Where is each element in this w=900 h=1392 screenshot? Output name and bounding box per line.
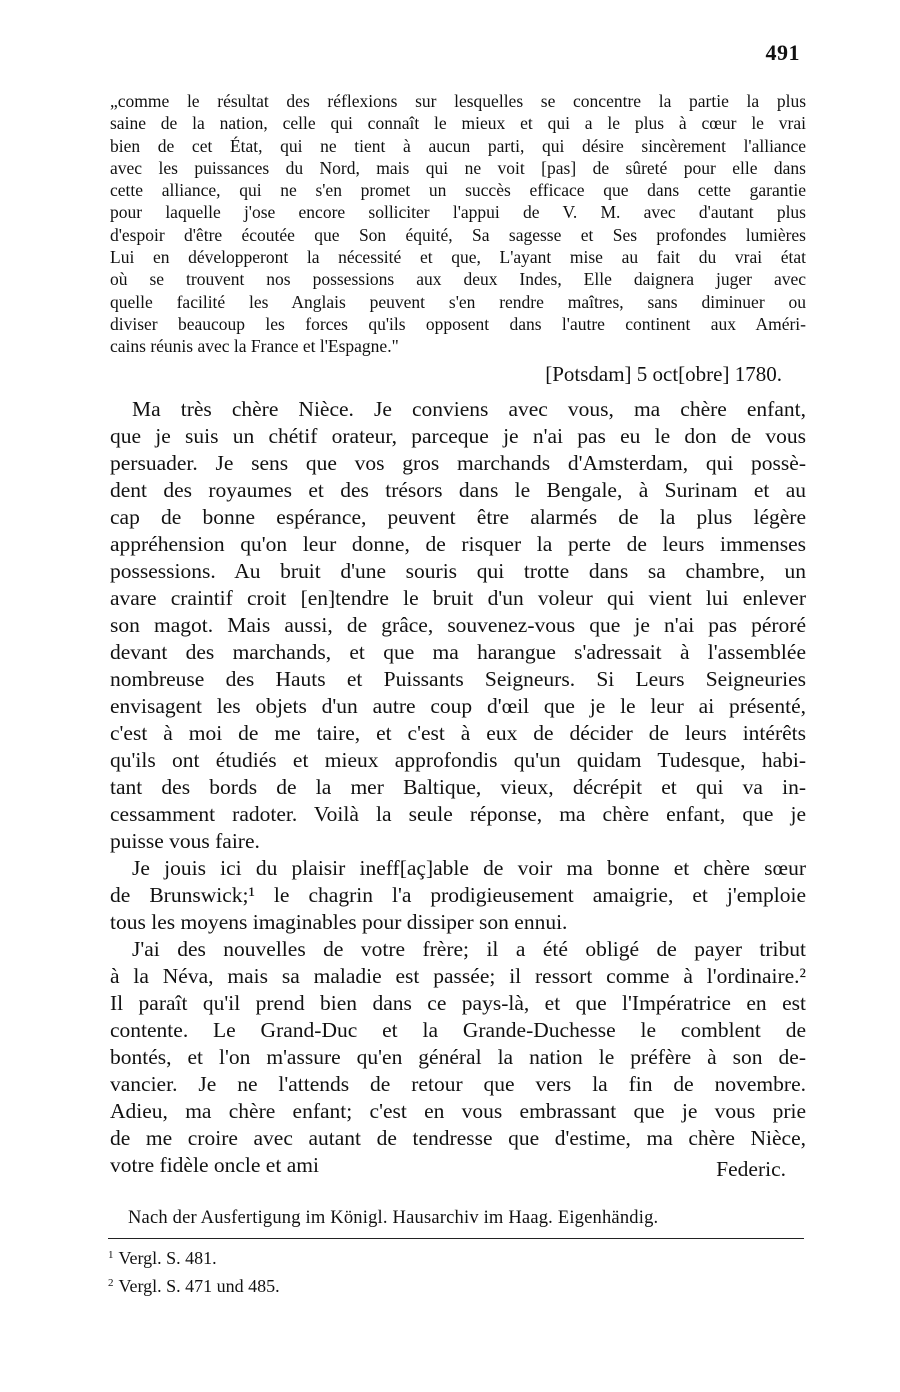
text-line: Il paraît qu'il prend bien dans ce pays-là, et que l'Impératrice en est — [110, 991, 806, 1015]
text-line: Je jouis ici du plaisir ineff[aç]able de voir ma bonne et chère sœur — [132, 856, 806, 880]
quote-line: où se trouvent nos possessions aux deux Indes, Elle daignera juger avec — [110, 269, 806, 290]
letter-paragraph — [110, 936, 806, 1179]
text-line: avare craintif croit [en]tendre le bruit d'un voleur qui vient lui enlever — [110, 586, 806, 610]
footnote-mark: 1 — [108, 1249, 114, 1261]
page-number: 491 — [765, 40, 800, 65]
footnotes — [108, 1243, 280, 1299]
text-line: devant des marchands, et que ma harangue s'adressait à l'assemblée — [110, 640, 806, 664]
text-line: de me croire avec autant de tendresse que d'estime, ma chère Nièce, — [110, 1126, 806, 1150]
text-line: J'ai des nouvelles de votre frère; il a été obligé de payer tribut — [132, 937, 806, 961]
source-note: Nach der Ausfertigung im Königl. Hausarchiv im Haag. Eigenhändig. — [128, 1208, 659, 1228]
text-line: puisse vous faire. — [110, 829, 260, 853]
quote-line: bien de cet État, qui ne tient à aucun parti, qui désire sincèrement l'alliance — [110, 135, 806, 156]
quote-line: cains réunis avec la France et l'Espagne." — [110, 336, 399, 357]
text-line: Ma très chère Nièce. Je conviens avec vous, ma chère enfant, — [132, 397, 806, 421]
quote-line: cette alliance, qui ne s'en promet un succès efficace que dans cette garantie — [110, 180, 806, 201]
text-line: contente. Le Grand-Duc et la Grande-Duchesse le comblent de — [110, 1018, 806, 1042]
text-line: que je suis un chétif orateur, parceque je n'ai pas eu le don de vous — [110, 424, 806, 448]
text-line: à la Néva, mais sa maladie est passée; il ressort comme à l'ordinaire.² — [110, 964, 806, 988]
text-line: tant des bords de la mer Baltique, vieux, décrépit et qui va in- — [110, 775, 806, 799]
letter-paragraph — [110, 855, 806, 936]
quote-line: Lui en développeront la nécessité et que, L'ayant mise au fait du vrai état — [110, 247, 806, 268]
text-line: nombreuse des Hauts et Puissants Seigneurs. Si Leurs Seigneuries — [110, 667, 806, 691]
footnote-mark: 2 — [108, 1277, 114, 1289]
footnote-item — [108, 1271, 280, 1299]
letter-dateline: [Potsdam] 5 oct[obre] 1780. — [545, 362, 782, 386]
text-line: bontés, et l'on m'assure qu'en général la nation le préfère à son de- — [110, 1045, 806, 1069]
quote-line: quelle facilité les Anglais peuvent s'en rendre maîtres, sans diminuer ou — [110, 291, 806, 312]
text-line: son magot. Mais aussi, de grâce, souvenez-vous que je n'ai pas péroré — [110, 613, 806, 637]
text-line: persuader. Je sens que vos gros marchands d'Amsterdam, qui possè- — [110, 451, 806, 475]
footnote-text: Vergl. S. 471 und 485. — [118, 1276, 280, 1296]
quote-line: d'espoir d'être écoutée que Son équité, Sa sagesse et Ses profondes lumières — [110, 224, 806, 245]
text-line: de Brunswick;¹ le chagrin l'a prodigieusement amaigrie, et j'emploie — [110, 883, 806, 907]
text-line: qu'ils ont étudiés et mieux approfondis qu'un quidam Tudesque, habi- — [110, 748, 806, 772]
signature: Federic. — [716, 1157, 786, 1181]
text-line: c'est à moi de me taire, et c'est à eux de décider de leurs intérêts — [110, 721, 806, 745]
quote-line: saine de la nation, celle qui connaît le mieux et qui a le plus à cœur le vrai — [110, 113, 806, 134]
closing-text: votre fidèle oncle et ami — [110, 1153, 319, 1177]
footnote-item — [108, 1243, 280, 1271]
footnote-divider — [108, 1238, 804, 1239]
text-line: vancier. Je ne l'attends de retour que vers la fin de novembre. — [110, 1072, 806, 1096]
letter-paragraph — [110, 396, 806, 855]
text-line: possessions. Au bruit d'une souris qui trotte dans sa chambre, un — [110, 559, 806, 583]
text-line: dent des royaumes et des trésors dans le Bengale, à Surinam et au — [110, 478, 806, 502]
text-line: Adieu, ma chère enfant; c'est en vous embrassant que je vous prie — [110, 1099, 806, 1123]
quote-line: diviser beaucoup les forces qu'ils opposent dans l'autre continent aux Améri- — [110, 313, 806, 334]
text-line: tous les moyens imaginables pour dissiper son ennui. — [110, 910, 568, 934]
quoted-passage — [110, 90, 806, 358]
text-line: cap de bonne espérance, peuvent être alarmés de la plus légère — [110, 505, 806, 529]
quote-line: „comme le résultat des réflexions sur lesquelles se concentre la partie la plus — [110, 91, 806, 111]
footnote-text: Vergl. S. 481. — [118, 1248, 217, 1268]
closing-line — [110, 1152, 806, 1179]
letter-body — [110, 396, 806, 1179]
text-line: envisagent les objets d'un autre coup d'œil que je le leur ai présenté, — [110, 694, 806, 718]
quote-line: pour laquelle j'ose encore solliciter l'appui de V. M. avec d'autant plus — [110, 202, 806, 223]
quote-line: avec les puissances du Nord, mais qui ne voit [pas] de sûreté pour elle dans — [110, 157, 806, 178]
text-line: cessamment radoter. Voilà la seule réponse, ma chère enfant, que je — [110, 802, 806, 826]
text-line: appréhension qu'on leur donne, de risquer la perte de leurs immenses — [110, 532, 806, 556]
